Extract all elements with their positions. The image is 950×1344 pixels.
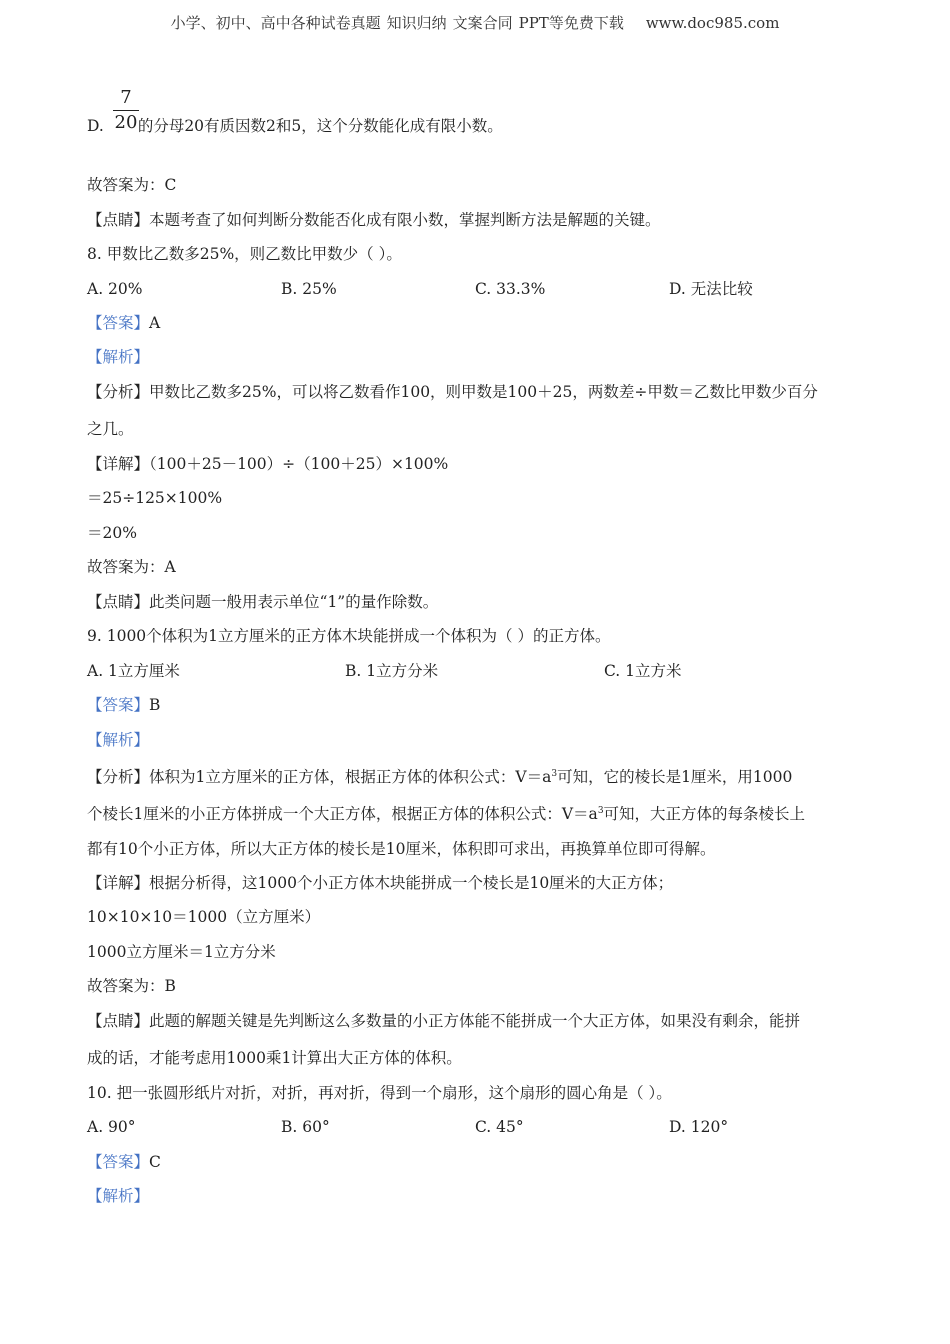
comment-tag: 【点睛】: [87, 211, 150, 229]
q9-comment-line1: [87, 1011, 800, 1031]
comment-text: 此类问题一般用表示单位“1”的量作除数。: [149, 593, 439, 611]
fraction-bar: [113, 110, 139, 111]
page-header: [0, 12, 950, 33]
comment-text: 此题的解题关键是先判断这么多数量的小正方体能不能拼成一个大正方体，如果没有剩余，能拼: [149, 1012, 801, 1030]
answer-value: A: [149, 314, 161, 332]
answer-value: B: [149, 696, 161, 714]
q8-xiangjie-line3: ＝20%: [87, 524, 137, 542]
q10-option-b: B. 60°: [281, 1118, 330, 1136]
q9-option-b: B. 1立方分米: [345, 662, 439, 680]
q8-option-c: C. 33.3%: [475, 280, 546, 298]
answer-tag: 【答案】: [87, 314, 150, 332]
q10-analysis-tag: 【解析】: [87, 1187, 150, 1205]
q8-xiangjie-line1: [87, 454, 448, 474]
fenxi-tag: 【分析】: [87, 383, 150, 401]
q8-option-b: B. 25%: [281, 280, 337, 298]
exponent: 3: [597, 806, 604, 816]
q9-answer: [87, 695, 160, 715]
q8-analysis-tag: 【解析】: [87, 348, 150, 366]
header-text-d: PPT等免费下载: [518, 14, 624, 32]
fraction-denominator: 20: [114, 112, 138, 133]
q8-comment: [87, 592, 438, 612]
fenxi-text-a: 个棱长1厘米的小正方体拼成一个大正方体，根据正方体的体积公式：V＝a: [87, 805, 598, 823]
q9-xiangjie-line1: [87, 873, 673, 893]
q9-stem: 9. 1000个体积为1立方厘米的正方体木块能拼成一个体积为（ ）的正方体。: [87, 627, 611, 645]
q8-stem: 8. 甲数比乙数多25%，则乙数比甲数少（ ）。: [87, 245, 402, 263]
q9-xiangjie-line2: 10×10×10＝1000（立方厘米）: [87, 908, 321, 926]
q8-fenxi-line2: 之几。: [87, 420, 134, 438]
q8-fenxi-line1: [87, 382, 818, 402]
comment-tag: 【点睛】: [87, 593, 150, 611]
q10-option-d: D. 120°: [669, 1118, 729, 1136]
fenxi-tag: 【分析】: [87, 768, 150, 786]
q9-fenxi-line1: [87, 764, 792, 787]
q7-option-d-label: D.: [87, 117, 104, 135]
comment-text: 本题考查了如何判断分数能否化成有限小数，掌握判断方法是解题的关键。: [149, 211, 661, 229]
xiangjie-text: 根据分析得，这1000个小正方体木块能拼成一个棱长是10厘米的大正方体；: [149, 874, 674, 892]
answer-tag: 【答案】: [87, 696, 150, 714]
exponent: 3: [551, 769, 558, 779]
q9-fenxi-line2: [87, 801, 805, 824]
header-text-c: 文案合同: [452, 14, 513, 32]
q10-option-c: C. 45°: [475, 1118, 524, 1136]
q7-option-d-line: [87, 116, 503, 136]
header-url[interactable]: www.doc985.com: [645, 14, 780, 32]
q8-option-a: A. 20%: [87, 280, 143, 298]
fraction-numerator: 7: [120, 87, 132, 108]
fenxi-text-a: 体积为1立方厘米的正方体，根据正方体的体积公式：V＝a: [149, 768, 552, 786]
q8-conclusion: 故答案为：A: [87, 558, 176, 576]
q8-answer: [87, 313, 160, 333]
q9-analysis-tag: 【解析】: [87, 731, 150, 749]
q9-option-a: A. 1立方厘米: [87, 662, 180, 680]
q9-fenxi-line3: 都有10个小正方体，所以大正方体的棱长是10厘米，体积即可求出，再换算单位即可得解。: [87, 840, 716, 858]
comment-tag: 【点睛】: [87, 1012, 150, 1030]
fenxi-text-b: 可知，大正方体的每条棱长上: [603, 805, 806, 823]
q7-conclusion: 故答案为：C: [87, 176, 177, 194]
q8-option-d: D. 无法比较: [669, 280, 753, 298]
answer-tag: 【答案】: [87, 1153, 150, 1171]
q10-option-a: A. 90°: [87, 1118, 136, 1136]
header-text-a: 小学、初中、高中各种试卷真题: [170, 14, 381, 32]
q9-comment-line2: 成的话，才能考虑用1000乘1计算出大正方体的体积。: [87, 1049, 462, 1067]
fenxi-text-b: 可知，它的棱长是1厘米，用1000: [557, 768, 793, 786]
q7-option-d-text: 的分母20有质因数2和5，这个分数能化成有限小数。: [137, 117, 503, 135]
q8-xiangjie-line2: ＝25÷125×100%: [87, 489, 223, 507]
answer-value: C: [149, 1153, 161, 1171]
q9-xiangjie-line3: 1000立方厘米＝1立方分米: [87, 943, 276, 961]
q10-stem: 10. 把一张圆形纸片对折，对折，再对折，得到一个扇形，这个扇形的圆心角是（ ）。: [87, 1084, 672, 1102]
q10-answer: [87, 1152, 161, 1172]
q9-conclusion: 故答案为：B: [87, 977, 176, 995]
fenxi-text: 甲数比乙数多25%，可以将乙数看作100，则甲数是100＋25，两数差÷甲数＝乙数比甲数少百分: [149, 383, 818, 401]
q9-option-c: C. 1立方米: [604, 662, 682, 680]
q7-comment: [87, 210, 661, 230]
header-text-b: 知识归纳: [386, 14, 447, 32]
xiangjie-tag: 【详解】: [87, 874, 150, 892]
xiangjie-tag: 【详解】: [87, 455, 150, 473]
xiangjie-text: （100＋25－100）÷（100＋25）×100%: [149, 455, 449, 473]
